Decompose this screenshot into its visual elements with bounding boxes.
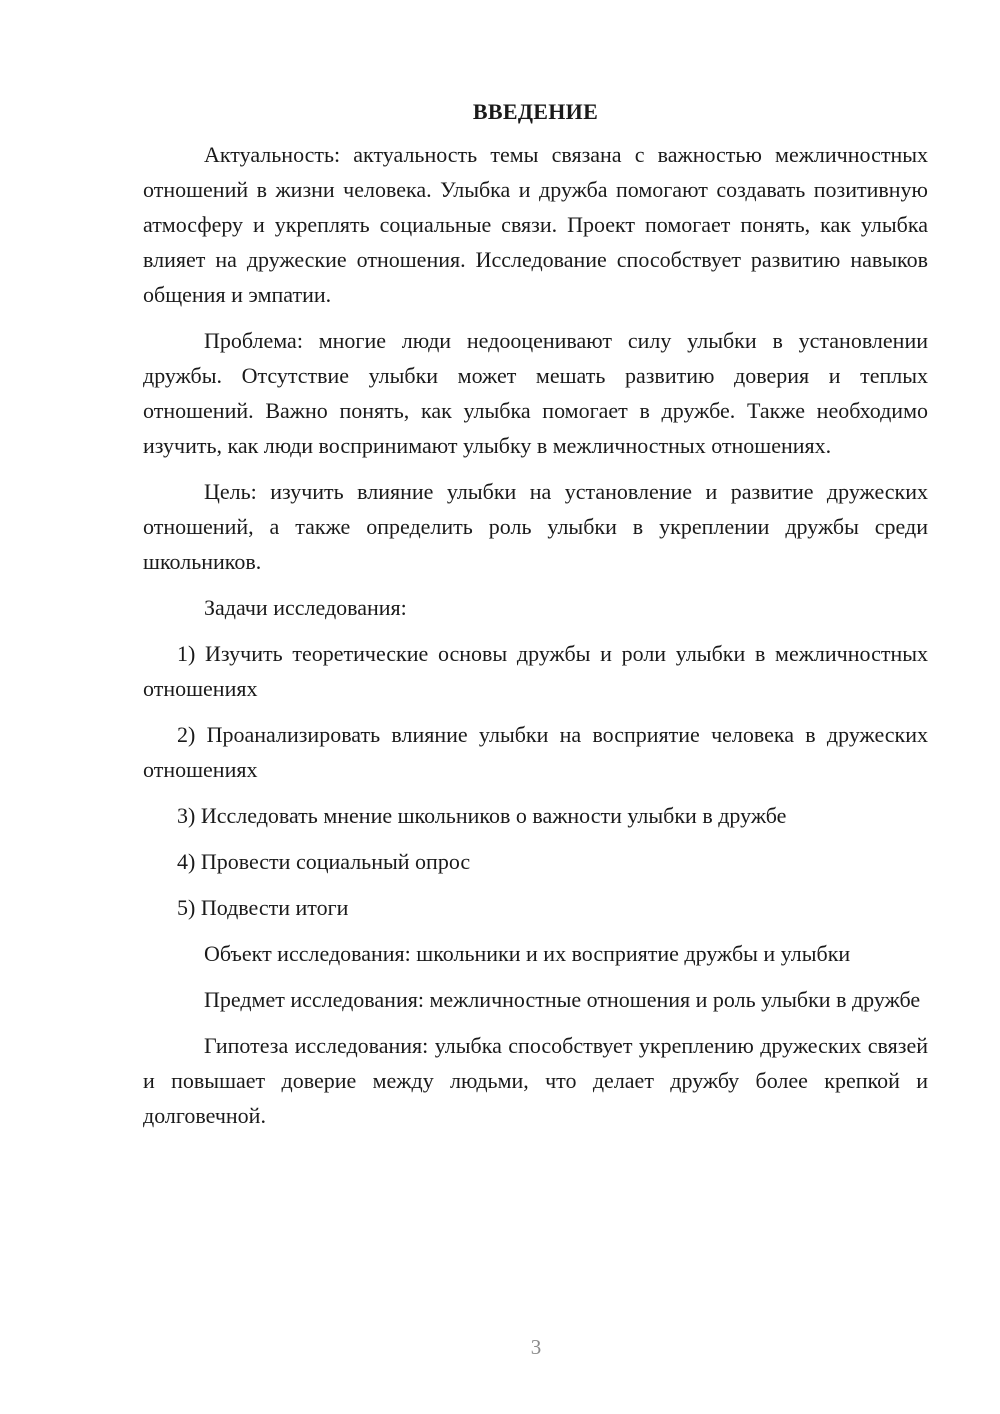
problem-paragraph: Проблема: многие люди недооценивают силу улыбки в установлении дружбы. Отсутствие улыбки может мешать развитию доверия и теплых отношений. Важно понять, как улыбка помогает в дружбе. Также необходимо изучить, как люди воспринимают улыбку в межличностных отношениях. — [143, 328, 928, 458]
page-title: ВВЕДЕНИЕ — [472, 99, 599, 124]
page-content — [143, 94, 928, 1144]
hypothesis-paragraph: Гипотеза исследования: улыбка способствует укреплению дружеских связей и повышает доверие между людьми, что делает дружбу более крепкой и долговечной. — [143, 1033, 928, 1128]
task-item-5: 5) Подвести итоги — [177, 895, 349, 920]
task-item-3: 3) Исследовать мнение школьников о важности улыбки в дружбе — [177, 803, 787, 828]
object-paragraph: Объект исследования: школьники и их восприятие дружбы и улыбки — [204, 941, 851, 966]
tasks-heading: Задачи исследования: — [204, 595, 407, 620]
relevance-paragraph: Актуальность: актуальность темы связана с важностью межличностных отношений в жизни человека. Улыбка и дружба помогают создавать позитивную атмосферу и укреплять социальные связи. Проект помогает понять, как улыбка влияет на дружеские отношения. Исследование способствует развитию навыков общения и эмпатии. — [143, 142, 928, 307]
task-item-4: 4) Провести социальный опрос — [177, 849, 471, 874]
task-item-2: 2) Проанализировать влияние улыбки на восприятие человека в дружеских отношениях — [143, 722, 928, 782]
subject-paragraph: Предмет исследования: межличностные отношения и роль улыбки в дружбе — [204, 987, 921, 1012]
page-number: 3 — [530, 1335, 542, 1359]
task-item-1: 1) Изучить теоретические основы дружбы и роли улыбки в межличностных отношениях — [143, 641, 928, 701]
goal-paragraph: Цель: изучить влияние улыбки на установление и развитие дружеских отношений, а также определить роль улыбки в укреплении дружбы среди школьников. — [143, 479, 928, 574]
